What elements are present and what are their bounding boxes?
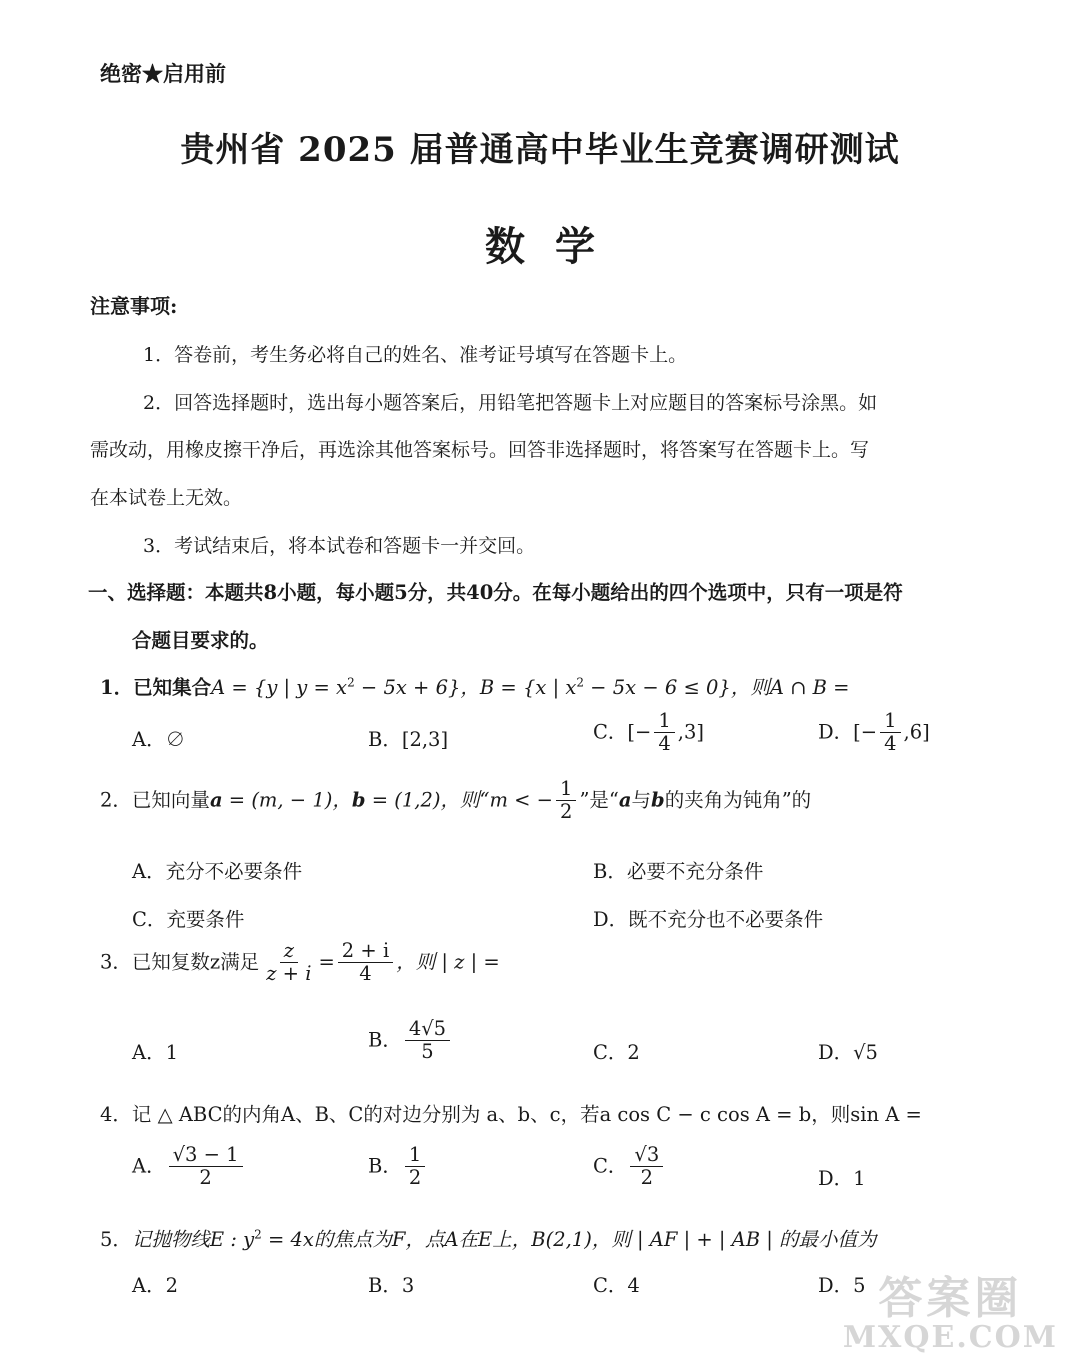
secret-label: 绝密★启用前 [100,61,226,86]
watermark-site-text: MXQE.COM [842,1320,1058,1355]
question-2-option-c: C．充要条件 [132,908,245,931]
note-item-2-line-2: 需改动，用橡皮擦干净后，再选涂其他答案标号。回答非选择题时，将答案写在答题卡上。写 [90,439,870,461]
note-item-3: 3．考试结束后，将本试卷和答题卡一并交回。 [143,535,536,557]
question-4-option-d: D．1 [818,1167,866,1190]
question-1-option-c: C．[− $\frac{1}{4}$ ,3] [593,709,705,756]
question-2-option-d: D．既不充分也不必要条件 [593,908,824,931]
watermark-logo-text: 答案圈 [878,1273,1023,1324]
question-5-option-c: C．4 [593,1274,640,1297]
watermark [843,1262,1058,1355]
question-5-option-a: A．2 [132,1274,178,1297]
question-1-option-a: A．∅ [132,728,186,751]
question-5-stem: 5．记抛物线E : $y^2 = 4x$的焦点为F，点A在E上，B(2,1)，则 | AF | + | AB | 的最小值为 [100,1227,877,1251]
question-1-option-b: B．[2,3] [368,728,449,751]
question-4-option-c: C． $\frac{√3}{2}$ [593,1144,666,1190]
question-4-stem: 4．记 △ ABC的内角A、B、C的对边分别为 a、b、c，若a cos C − c cos A = b，则sin A = [100,1103,922,1126]
question-4-option-b: B． $\frac{1}{2}$ [368,1144,428,1190]
question-2-stem: 2．已知向量a = (m, − 1)，b = (1,2)，则“m < − $\frac{1}{2}$ ”是“a与b的夹角为钝角”的 [100,777,812,824]
note-item-1: 1．答卷前，考生务必将自己的姓名、准考证号填写在答题卡上。 [143,344,688,366]
question-2-option-b: B．必要不充分条件 [593,860,764,883]
subject-title: 数学 [485,223,625,270]
question-4-option-a: A． $\frac{√3 - 1}{2}$ [132,1144,246,1190]
question-1-option-d: D．[− $\frac{1}{4}$ ,6] [818,709,930,756]
question-3-option-d: D．√5 [818,1041,878,1064]
question-5-option-d: D．5 [818,1274,866,1297]
exam-title: 贵州省 2025 届普通高中毕业生竞赛调研测试 [180,130,900,170]
question-5-option-b: B．3 [368,1274,415,1297]
question-1-stem: 1．已知集合A = {y | $y = x^2 - 5x + 6$}，B = {x | $x^2 - 5x - 6 \le 0$}，则A ∩ B = [100,675,850,699]
notes-heading: 注意事项: [90,294,178,318]
note-item-2-line-3: 在本试卷上无效。 [90,487,243,509]
question-2-option-a: A．充分不必要条件 [132,860,303,883]
section-heading-line-1: 一、选择题：本题共8小题，每小题5分，共40分。在每小题给出的四个选项中，只有一项是符 [88,581,903,604]
question-3-option-c: C．2 [593,1041,640,1064]
section-heading-line-2: 合题目要求的。 [132,629,269,652]
note-item-2-line-1: 2．回答选择题时，选出每小题答案后，用铅笔把答题卡上对应题目的答案标号涂黑。如 [143,392,878,414]
question-3-stem: 3．已知复数z满足 $\frac{z}{z + i}$ = $\frac{2 + i}{4}$ ，则 | z | = [100,939,500,986]
question-3-option-b: B． $\frac{4√5}{5}$ [368,1018,453,1064]
question-3-option-a: A．1 [132,1041,178,1064]
